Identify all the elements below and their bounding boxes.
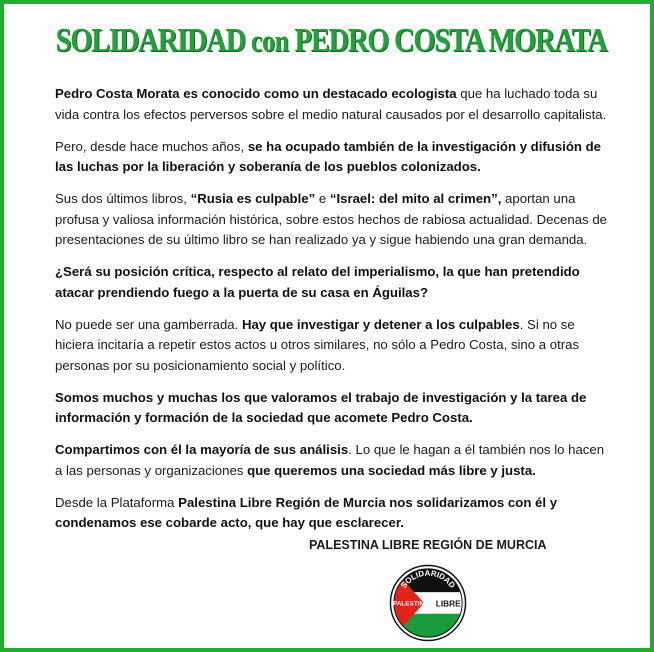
- paragraph-3: [55, 189, 615, 251]
- p1-run-0: Pedro Costa Morata es conocido como un destacado ecologista: [55, 86, 457, 101]
- p3-run-4: aportan una profusa y valiosa información histórica, sobre estos hechos de rabiosa actualidad. Decenas de presentaciones de su último libro se han realizado ya y sigue habiendo una gran demanda.: [55, 191, 607, 247]
- paragraph-7: [55, 440, 615, 481]
- logo-top-text: SOLIDARIDAD: [399, 568, 457, 590]
- paragraph-2: [55, 137, 615, 178]
- paragraph-8: [55, 493, 615, 534]
- title-part-1: SOLIDARIDAD: [55, 22, 245, 59]
- p7-run-0: Compartimos con él la mayoría de sus análisis: [55, 442, 349, 457]
- p8-run-1: Palestina Libre Región de Murcia nos solidarizamos con él y condenamos ese cobarde acto, que hay que esclarecer.: [55, 494, 558, 530]
- p4-run-0: ¿Será su posición crítica, respecto al relato del imperialismo, la que han pretendido atacar prendiendo fuego a la puerta de su casa en Águilas?: [55, 264, 580, 300]
- signature: PALESTINA LIBRE REGIÓN DE MURCIA: [309, 538, 547, 552]
- p7-run-2: que queremos una sociedad más libre y justa.: [247, 462, 536, 478]
- p5-run-2: . Si no se hiciera incitaría a repetir estos actos u otros similares, no sólo a Pedro Costa, sino a otras personas por su posicionamiento social y político.: [55, 316, 580, 373]
- p8-run-0: Desde la Plataforma: [55, 494, 179, 510]
- title-part-3: PEDRO COSTA MORATA: [294, 22, 607, 59]
- title-part-2: con: [250, 23, 289, 58]
- p3-run-2: e: [315, 191, 330, 206]
- p2-run-0: Pero, desde hace muchos años,: [55, 138, 248, 154]
- statement-body: [55, 84, 615, 545]
- paragraph-6: [55, 388, 615, 429]
- paragraph-4: [55, 262, 615, 303]
- p3-run-0: Sus dos últimos libros,: [55, 191, 191, 206]
- p1-run-1: que ha luchado toda su vida contra los efectos perversos sobre el medio natural causados por el desarrollo capitalista.: [55, 86, 607, 122]
- paragraph-1: [55, 84, 615, 125]
- paragraph-5: [55, 315, 615, 377]
- p3-run-3: “Israel: del mito al crimen”,: [329, 191, 502, 206]
- p6-run-0: Somos muchos y muchas los que valoramos el trabajo de investigación y la tarea de información y formación de la sociedad que acomete Pedro Costa.: [55, 389, 587, 425]
- p7-run-1: . Lo que le hagan a él también nos lo hacen a las personas y organizaciones: [55, 442, 605, 478]
- p2-run-1: se ha ocupado también de la investigación y difusión de las luchas por la liberación y soberanía de los pueblos colonizados.: [55, 138, 602, 174]
- page-title: [55, 22, 607, 60]
- p5-run-0: No puede ser una gamberrada.: [55, 316, 242, 332]
- p5-run-1: Hay que investigar y detener a los culpables: [241, 316, 520, 332]
- p3-run-1: “Rusia es culpable”: [190, 191, 316, 206]
- palestine-libre-logo: [389, 564, 467, 642]
- logo-right-text: LIBRE: [435, 599, 461, 609]
- logo-left-text: PALESTINA: [392, 600, 429, 608]
